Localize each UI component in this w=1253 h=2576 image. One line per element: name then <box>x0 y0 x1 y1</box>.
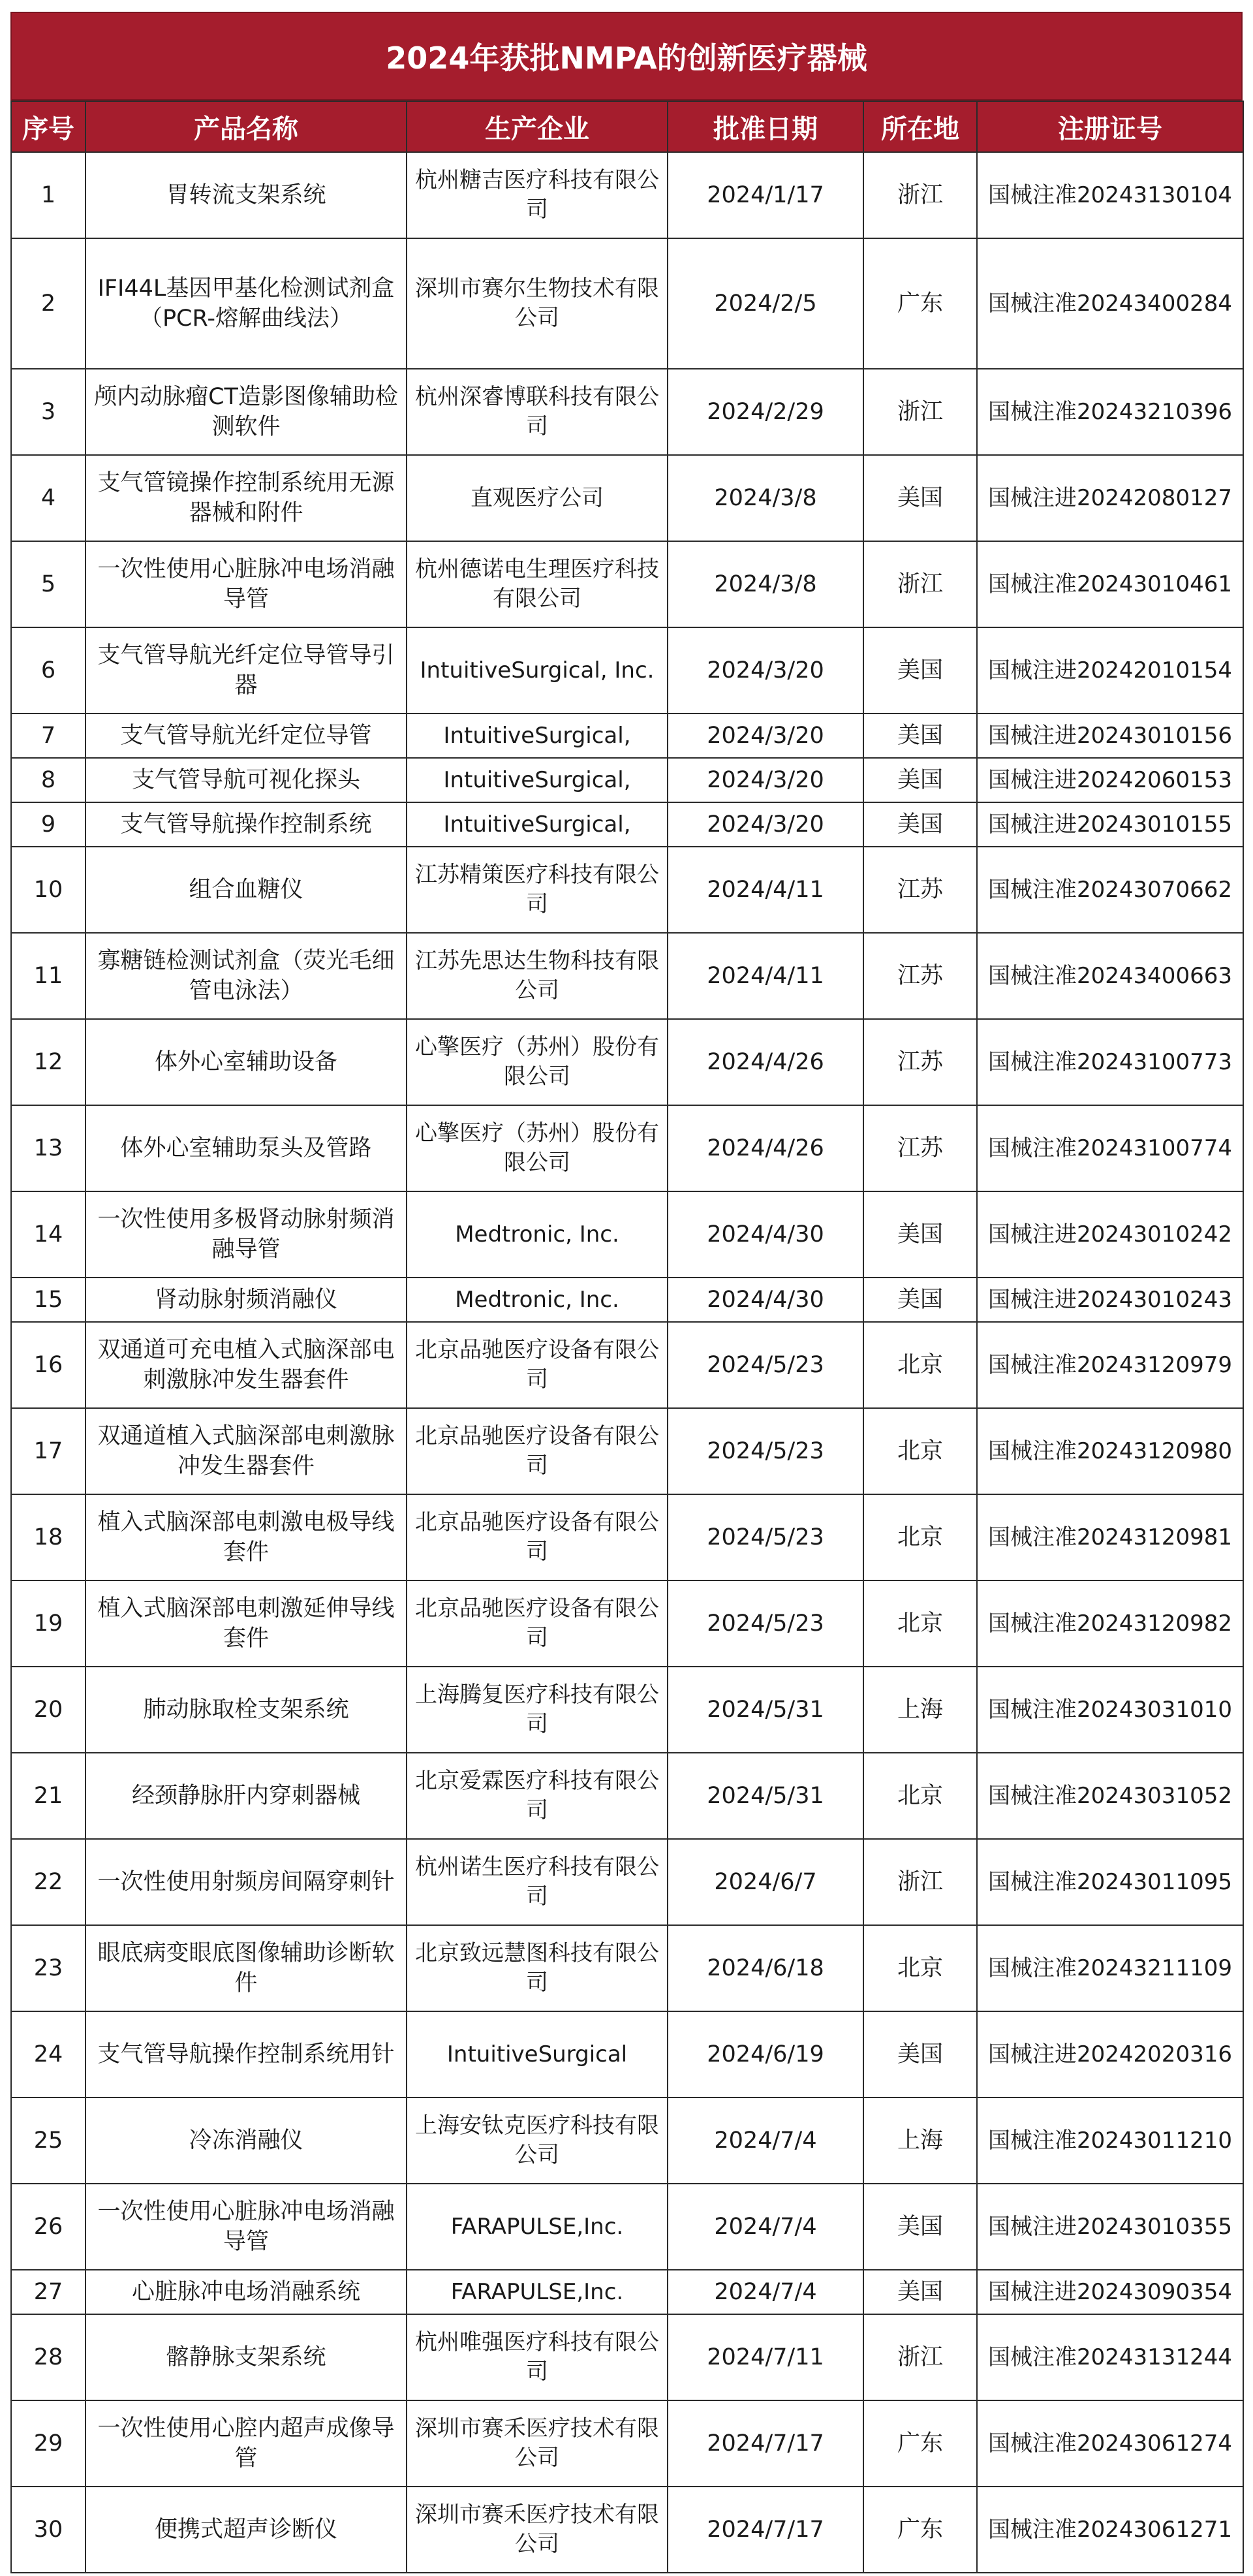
cell-product-name: 组合血糖仪 <box>85 847 407 933</box>
cell-approval-date: 2024/7/17 <box>668 2487 863 2573</box>
cell-location: 北京 <box>863 1408 977 1494</box>
table-row <box>11 1191 1243 1278</box>
header-row <box>11 101 1243 152</box>
cell-seq: 28 <box>11 2314 85 2400</box>
cell-approval-date: 2024/3/20 <box>668 802 863 847</box>
cell-registration-no: 国械注准20243120982 <box>977 1580 1243 1667</box>
cell-seq: 13 <box>11 1105 85 1191</box>
cell-manufacturer: FARAPULSE,Inc. <box>407 2270 668 2314</box>
cell-manufacturer: 北京品驰医疗设备有限公司 <box>407 1494 668 1580</box>
cell-location: 浙江 <box>863 152 977 238</box>
cell-product-name: IFI44L基因甲基化检测试剂盒（PCR-熔解曲线法） <box>85 238 407 369</box>
table-row <box>11 1278 1243 1322</box>
cell-registration-no: 国械注进20243010155 <box>977 802 1243 847</box>
cell-approval-date: 2024/3/20 <box>668 714 863 758</box>
cell-registration-no: 国械注准20243400663 <box>977 933 1243 1019</box>
cell-product-name: 一次性使用心脏脉冲电场消融导管 <box>85 541 407 627</box>
cell-approval-date: 2024/7/11 <box>668 2314 863 2400</box>
cell-seq: 6 <box>11 627 85 714</box>
table-row <box>11 1494 1243 1580</box>
cell-product-name: 一次性使用心腔内超声成像导管 <box>85 2400 407 2487</box>
cell-product-name: 一次性使用射频房间隔穿刺针 <box>85 1839 407 1925</box>
cell-registration-no: 国械注进20242020316 <box>977 2011 1243 2097</box>
cell-approval-date: 2024/3/20 <box>668 627 863 714</box>
devices-table <box>10 101 1244 2573</box>
cell-product-name: 便携式超声诊断仪 <box>85 2487 407 2573</box>
cell-location: 美国 <box>863 627 977 714</box>
cell-approval-date: 2024/1/17 <box>668 152 863 238</box>
cell-product-name: 经颈静脉肝内穿刺器械 <box>85 1753 407 1839</box>
cell-seq: 1 <box>11 152 85 238</box>
column-header-seq: 序号 <box>11 101 85 152</box>
table-row <box>11 933 1243 1019</box>
cell-registration-no: 国械注准20243010461 <box>977 541 1243 627</box>
cell-registration-no: 国械注进20243010355 <box>977 2184 1243 2270</box>
cell-location: 广东 <box>863 238 977 369</box>
cell-registration-no: 国械注进20243010243 <box>977 1278 1243 1322</box>
cell-location: 美国 <box>863 2184 977 2270</box>
cell-approval-date: 2024/3/8 <box>668 455 863 541</box>
cell-approval-date: 2024/4/11 <box>668 933 863 1019</box>
cell-manufacturer: 江苏精策医疗科技有限公司 <box>407 847 668 933</box>
cell-registration-no: 国械注准20243210396 <box>977 369 1243 455</box>
cell-seq: 4 <box>11 455 85 541</box>
cell-approval-date: 2024/2/29 <box>668 369 863 455</box>
cell-registration-no: 国械注准20243061271 <box>977 2487 1243 2573</box>
cell-manufacturer: 杭州深睿博联科技有限公司 <box>407 369 668 455</box>
cell-location: 美国 <box>863 455 977 541</box>
table-row <box>11 2097 1243 2184</box>
cell-product-name: 支气管导航光纤定位导管导引器 <box>85 627 407 714</box>
cell-manufacturer: 深圳市赛禾医疗技术有限公司 <box>407 2400 668 2487</box>
cell-location: 北京 <box>863 1494 977 1580</box>
table-row <box>11 2184 1243 2270</box>
cell-location: 浙江 <box>863 369 977 455</box>
cell-registration-no: 国械注准20243100773 <box>977 1019 1243 1105</box>
cell-product-name: 体外心室辅助设备 <box>85 1019 407 1105</box>
cell-product-name: 肺动脉取栓支架系统 <box>85 1667 407 1753</box>
table-row <box>11 802 1243 847</box>
table-row <box>11 2314 1243 2400</box>
cell-manufacturer: 上海安钛克医疗科技有限公司 <box>407 2097 668 2184</box>
cell-seq: 15 <box>11 1278 85 1322</box>
table-row <box>11 238 1243 369</box>
cell-manufacturer: 深圳市赛禾医疗技术有限公司 <box>407 2487 668 2573</box>
cell-seq: 27 <box>11 2270 85 2314</box>
cell-approval-date: 2024/4/11 <box>668 847 863 933</box>
cell-product-name: 双通道可充电植入式脑深部电刺激脉冲发生器套件 <box>85 1322 407 1408</box>
cell-product-name: 支气管镜操作控制系统用无源器械和附件 <box>85 455 407 541</box>
cell-approval-date: 2024/4/26 <box>668 1105 863 1191</box>
cell-approval-date: 2024/3/8 <box>668 541 863 627</box>
table-row <box>11 455 1243 541</box>
table-row <box>11 152 1243 238</box>
cell-seq: 30 <box>11 2487 85 2573</box>
cell-seq: 19 <box>11 1580 85 1667</box>
table-row <box>11 1839 1243 1925</box>
column-header-manufacturer: 生产企业 <box>407 101 668 152</box>
cell-manufacturer: 北京品驰医疗设备有限公司 <box>407 1322 668 1408</box>
cell-manufacturer: 北京品驰医疗设备有限公司 <box>407 1580 668 1667</box>
table-body <box>11 152 1243 2573</box>
cell-product-name: 植入式脑深部电刺激延伸导线套件 <box>85 1580 407 1667</box>
cell-manufacturer: FARAPULSE,Inc. <box>407 2184 668 2270</box>
cell-location: 美国 <box>863 2011 977 2097</box>
cell-manufacturer: IntuitiveSurgical <box>407 2011 668 2097</box>
cell-registration-no: 国械注准20243120979 <box>977 1322 1243 1408</box>
cell-manufacturer: 上海腾复医疗科技有限公司 <box>407 1667 668 1753</box>
cell-product-name: 冷冻消融仪 <box>85 2097 407 2184</box>
table-row <box>11 714 1243 758</box>
cell-manufacturer: 北京品驰医疗设备有限公司 <box>407 1408 668 1494</box>
cell-manufacturer: 心擎医疗（苏州）股份有限公司 <box>407 1105 668 1191</box>
cell-seq: 10 <box>11 847 85 933</box>
table-row <box>11 758 1243 802</box>
cell-approval-date: 2024/4/30 <box>668 1278 863 1322</box>
cell-seq: 23 <box>11 1925 85 2011</box>
cell-registration-no: 国械注准20243131244 <box>977 2314 1243 2400</box>
table-row <box>11 1322 1243 1408</box>
page-title: 2024年获批NMPA的创新医疗器械 <box>10 12 1243 101</box>
cell-seq: 16 <box>11 1322 85 1408</box>
cell-manufacturer: 杭州诺生医疗科技有限公司 <box>407 1839 668 1925</box>
cell-product-name: 寡糖链检测试剂盒（荧光毛细管电泳法） <box>85 933 407 1019</box>
cell-manufacturer: 北京致远慧图科技有限公司 <box>407 1925 668 2011</box>
cell-manufacturer: 杭州糖吉医疗科技有限公司 <box>407 152 668 238</box>
cell-registration-no: 国械注准20243100774 <box>977 1105 1243 1191</box>
cell-registration-no: 国械注进20242060153 <box>977 758 1243 802</box>
table-row <box>11 1667 1243 1753</box>
cell-registration-no: 国械注准20243120980 <box>977 1408 1243 1494</box>
cell-registration-no: 国械注准20243211109 <box>977 1925 1243 2011</box>
cell-location: 江苏 <box>863 933 977 1019</box>
table-row <box>11 1580 1243 1667</box>
cell-registration-no: 国械注准20243130104 <box>977 152 1243 238</box>
cell-registration-no: 国械注准20243400284 <box>977 238 1243 369</box>
cell-location: 浙江 <box>863 2314 977 2400</box>
cell-approval-date: 2024/6/19 <box>668 2011 863 2097</box>
cell-approval-date: 2024/7/4 <box>668 2097 863 2184</box>
cell-approval-date: 2024/6/7 <box>668 1839 863 1925</box>
cell-location: 北京 <box>863 1753 977 1839</box>
cell-approval-date: 2024/5/23 <box>668 1408 863 1494</box>
table-row <box>11 1925 1243 2011</box>
cell-product-name: 体外心室辅助泵头及管路 <box>85 1105 407 1191</box>
cell-registration-no: 国械注进20242010154 <box>977 627 1243 714</box>
cell-manufacturer: IntuitiveSurgical, Inc. <box>407 627 668 714</box>
cell-seq: 8 <box>11 758 85 802</box>
cell-approval-date: 2024/5/31 <box>668 1753 863 1839</box>
cell-manufacturer: 直观医疗公司 <box>407 455 668 541</box>
cell-seq: 29 <box>11 2400 85 2487</box>
cell-manufacturer: IntuitiveSurgical, <box>407 802 668 847</box>
cell-product-name: 胃转流支架系统 <box>85 152 407 238</box>
cell-registration-no: 国械注准20243011095 <box>977 1839 1243 1925</box>
cell-approval-date: 2024/3/20 <box>668 758 863 802</box>
cell-location: 美国 <box>863 802 977 847</box>
table-header <box>11 101 1243 152</box>
cell-registration-no: 国械注准20243070662 <box>977 847 1243 933</box>
column-header-approval-date: 批准日期 <box>668 101 863 152</box>
cell-location: 江苏 <box>863 1105 977 1191</box>
cell-product-name: 一次性使用多极肾动脉射频消融导管 <box>85 1191 407 1278</box>
cell-seq: 11 <box>11 933 85 1019</box>
table-row <box>11 541 1243 627</box>
cell-product-name: 支气管导航操作控制系统 <box>85 802 407 847</box>
cell-registration-no: 国械注准20243031010 <box>977 1667 1243 1753</box>
cell-product-name: 髂静脉支架系统 <box>85 2314 407 2400</box>
cell-manufacturer: 深圳市赛尔生物技术有限公司 <box>407 238 668 369</box>
cell-product-name: 眼底病变眼底图像辅助诊断软件 <box>85 1925 407 2011</box>
cell-approval-date: 2024/4/30 <box>668 1191 863 1278</box>
table-row <box>11 1753 1243 1839</box>
column-header-product-name: 产品名称 <box>85 101 407 152</box>
cell-seq: 7 <box>11 714 85 758</box>
cell-registration-no: 国械注准20243061274 <box>977 2400 1243 2487</box>
cell-registration-no: 国械注进20243010242 <box>977 1191 1243 1278</box>
cell-registration-no: 国械注进20243010156 <box>977 714 1243 758</box>
table-row <box>11 2400 1243 2487</box>
table-row <box>11 2487 1243 2573</box>
cell-seq: 17 <box>11 1408 85 1494</box>
cell-manufacturer: 杭州德诺电生理医疗科技有限公司 <box>407 541 668 627</box>
cell-registration-no: 国械注进20242080127 <box>977 455 1243 541</box>
cell-approval-date: 2024/5/31 <box>668 1667 863 1753</box>
table-row <box>11 2270 1243 2314</box>
cell-location: 北京 <box>863 1925 977 2011</box>
table-row <box>11 847 1243 933</box>
cell-manufacturer: 心擎医疗（苏州）股份有限公司 <box>407 1019 668 1105</box>
cell-product-name: 心脏脉冲电场消融系统 <box>85 2270 407 2314</box>
cell-product-name: 一次性使用心脏脉冲电场消融导管 <box>85 2184 407 2270</box>
column-header-location: 所在地 <box>863 101 977 152</box>
cell-manufacturer: 北京爱霖医疗科技有限公司 <box>407 1753 668 1839</box>
table-row <box>11 2011 1243 2097</box>
cell-manufacturer: 江苏先思达生物科技有限公司 <box>407 933 668 1019</box>
cell-location: 上海 <box>863 1667 977 1753</box>
cell-location: 广东 <box>863 2400 977 2487</box>
cell-registration-no: 国械注进20243090354 <box>977 2270 1243 2314</box>
cell-approval-date: 2024/5/23 <box>668 1322 863 1408</box>
cell-registration-no: 国械注准20243031052 <box>977 1753 1243 1839</box>
cell-product-name: 颅内动脉瘤CT造影图像辅助检测软件 <box>85 369 407 455</box>
cell-product-name: 支气管导航可视化探头 <box>85 758 407 802</box>
cell-seq: 14 <box>11 1191 85 1278</box>
cell-seq: 20 <box>11 1667 85 1753</box>
cell-approval-date: 2024/7/17 <box>668 2400 863 2487</box>
cell-product-name: 支气管导航操作控制系统用针 <box>85 2011 407 2097</box>
cell-seq: 21 <box>11 1753 85 1839</box>
table-row <box>11 627 1243 714</box>
cell-seq: 2 <box>11 238 85 369</box>
table-row <box>11 1105 1243 1191</box>
cell-registration-no: 国械注准20243120981 <box>977 1494 1243 1580</box>
cell-location: 江苏 <box>863 1019 977 1105</box>
cell-seq: 9 <box>11 802 85 847</box>
cell-location: 美国 <box>863 1191 977 1278</box>
cell-product-name: 肾动脉射频消融仪 <box>85 1278 407 1322</box>
cell-location: 广东 <box>863 2487 977 2573</box>
cell-registration-no: 国械注准20243011210 <box>977 2097 1243 2184</box>
cell-approval-date: 2024/6/18 <box>668 1925 863 2011</box>
cell-approval-date: 2024/7/4 <box>668 2270 863 2314</box>
cell-location: 美国 <box>863 758 977 802</box>
cell-seq: 3 <box>11 369 85 455</box>
cell-location: 北京 <box>863 1580 977 1667</box>
table-row <box>11 1408 1243 1494</box>
cell-location: 浙江 <box>863 1839 977 1925</box>
cell-approval-date: 2024/7/4 <box>668 2184 863 2270</box>
cell-manufacturer: Medtronic, Inc. <box>407 1278 668 1322</box>
cell-seq: 24 <box>11 2011 85 2097</box>
cell-location: 浙江 <box>863 541 977 627</box>
cell-approval-date: 2024/5/23 <box>668 1580 863 1667</box>
cell-approval-date: 2024/5/23 <box>668 1494 863 1580</box>
cell-product-name: 双通道植入式脑深部电刺激脉冲发生器套件 <box>85 1408 407 1494</box>
table-frame <box>10 12 1243 2573</box>
cell-location: 江苏 <box>863 847 977 933</box>
cell-manufacturer: Medtronic, Inc. <box>407 1191 668 1278</box>
table-row <box>11 369 1243 455</box>
cell-location: 美国 <box>863 1278 977 1322</box>
cell-location: 美国 <box>863 2270 977 2314</box>
cell-manufacturer: 杭州唯强医疗科技有限公司 <box>407 2314 668 2400</box>
cell-seq: 22 <box>11 1839 85 1925</box>
cell-manufacturer: IntuitiveSurgical, <box>407 714 668 758</box>
column-header-registration-no: 注册证号 <box>977 101 1243 152</box>
cell-location: 北京 <box>863 1322 977 1408</box>
cell-seq: 5 <box>11 541 85 627</box>
cell-product-name: 植入式脑深部电刺激电极导线套件 <box>85 1494 407 1580</box>
table-row <box>11 1019 1243 1105</box>
cell-location: 上海 <box>863 2097 977 2184</box>
cell-seq: 25 <box>11 2097 85 2184</box>
cell-product-name: 支气管导航光纤定位导管 <box>85 714 407 758</box>
cell-seq: 18 <box>11 1494 85 1580</box>
cell-seq: 12 <box>11 1019 85 1105</box>
cell-seq: 26 <box>11 2184 85 2270</box>
cell-approval-date: 2024/2/5 <box>668 238 863 369</box>
cell-manufacturer: IntuitiveSurgical, <box>407 758 668 802</box>
cell-approval-date: 2024/4/26 <box>668 1019 863 1105</box>
cell-location: 美国 <box>863 714 977 758</box>
